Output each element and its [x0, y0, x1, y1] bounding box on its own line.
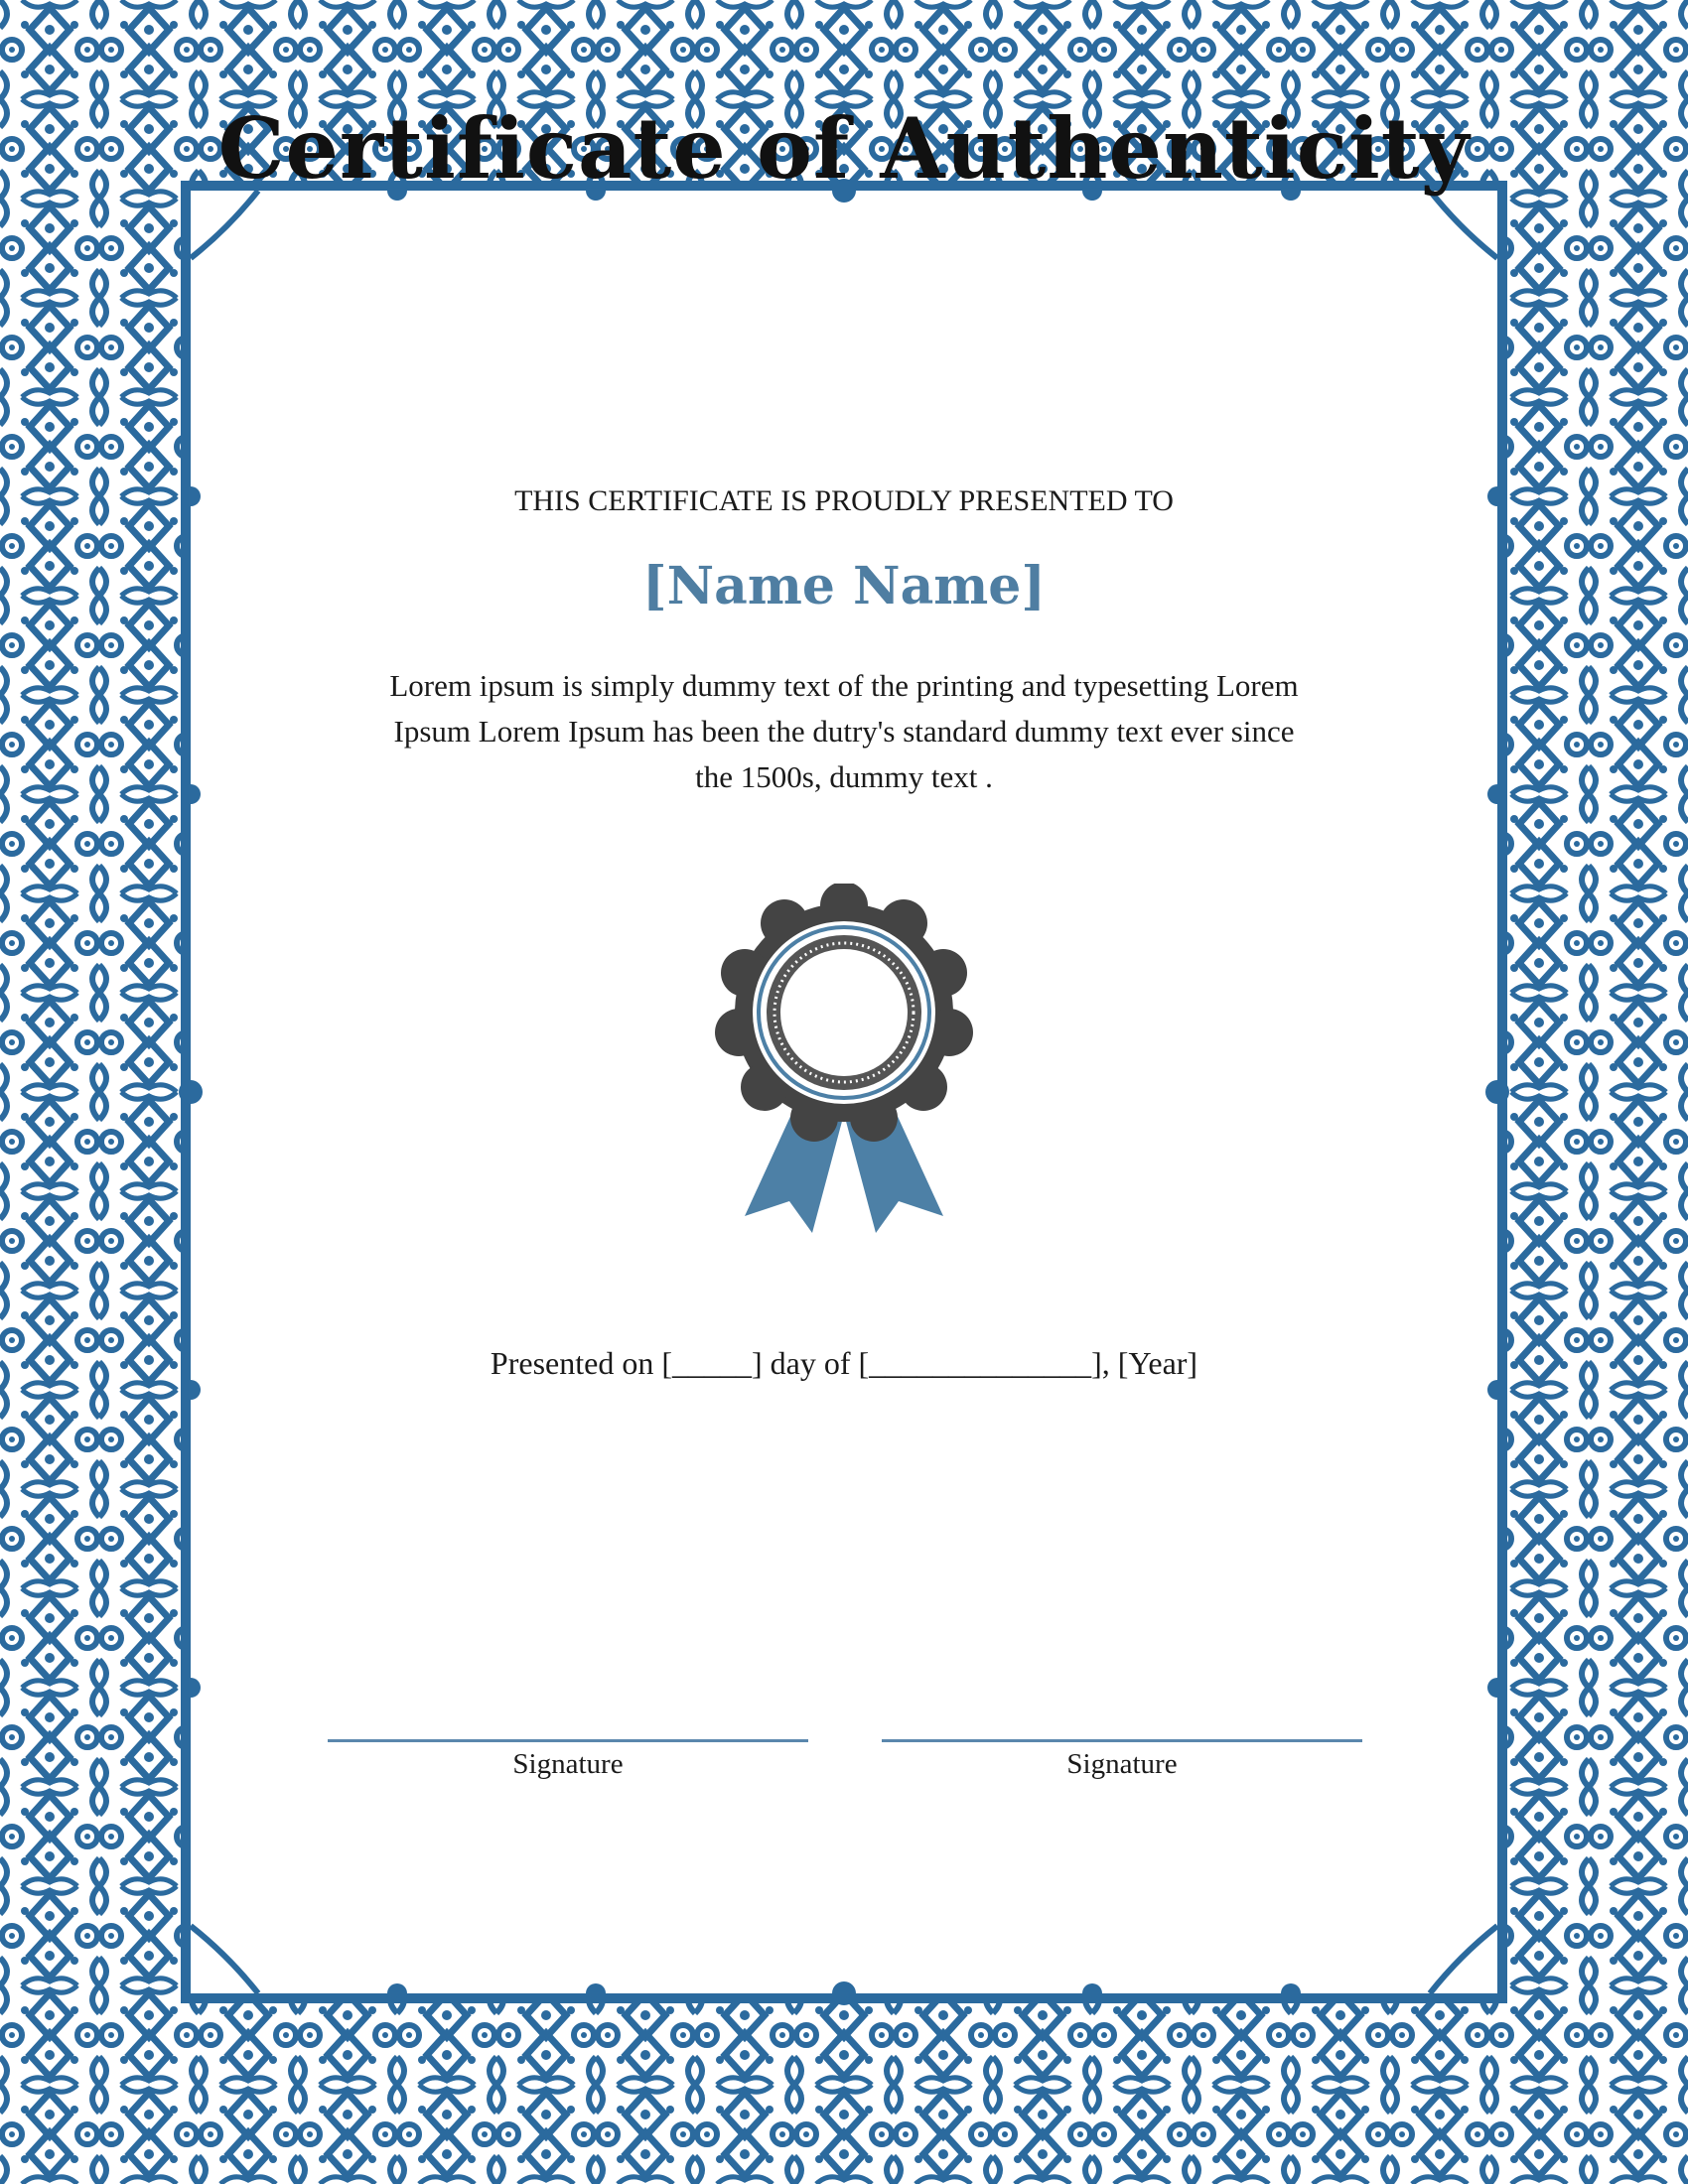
award-seal-icon — [695, 884, 993, 1241]
presented-to-label: THIS CERTIFICATE IS PROUDLY PRESENTED TO — [514, 484, 1174, 517]
signature-block-right[interactable] — [882, 1739, 1362, 1781]
certificate-title: Certificate of Authenticity — [217, 99, 1471, 198]
signature-line[interactable] — [328, 1739, 808, 1742]
recipient-name[interactable]: [Name Name] — [642, 556, 1046, 616]
signature-block-left[interactable] — [328, 1739, 808, 1781]
presented-on-line[interactable]: Presented on [_____] day of [______________], [Year] — [490, 1345, 1198, 1381]
signature-line[interactable] — [882, 1739, 1362, 1742]
certificate-body-text[interactable]: Lorem ipsum is simply dummy text of the printing and typesetting Lorem Ipsum Lorem Ipsum has been the dutry's standard dummy text ever since the 1500s, dummy text . — [389, 668, 1299, 794]
signature-label: Signature — [512, 1748, 624, 1780]
signature-label: Signature — [1066, 1748, 1178, 1780]
